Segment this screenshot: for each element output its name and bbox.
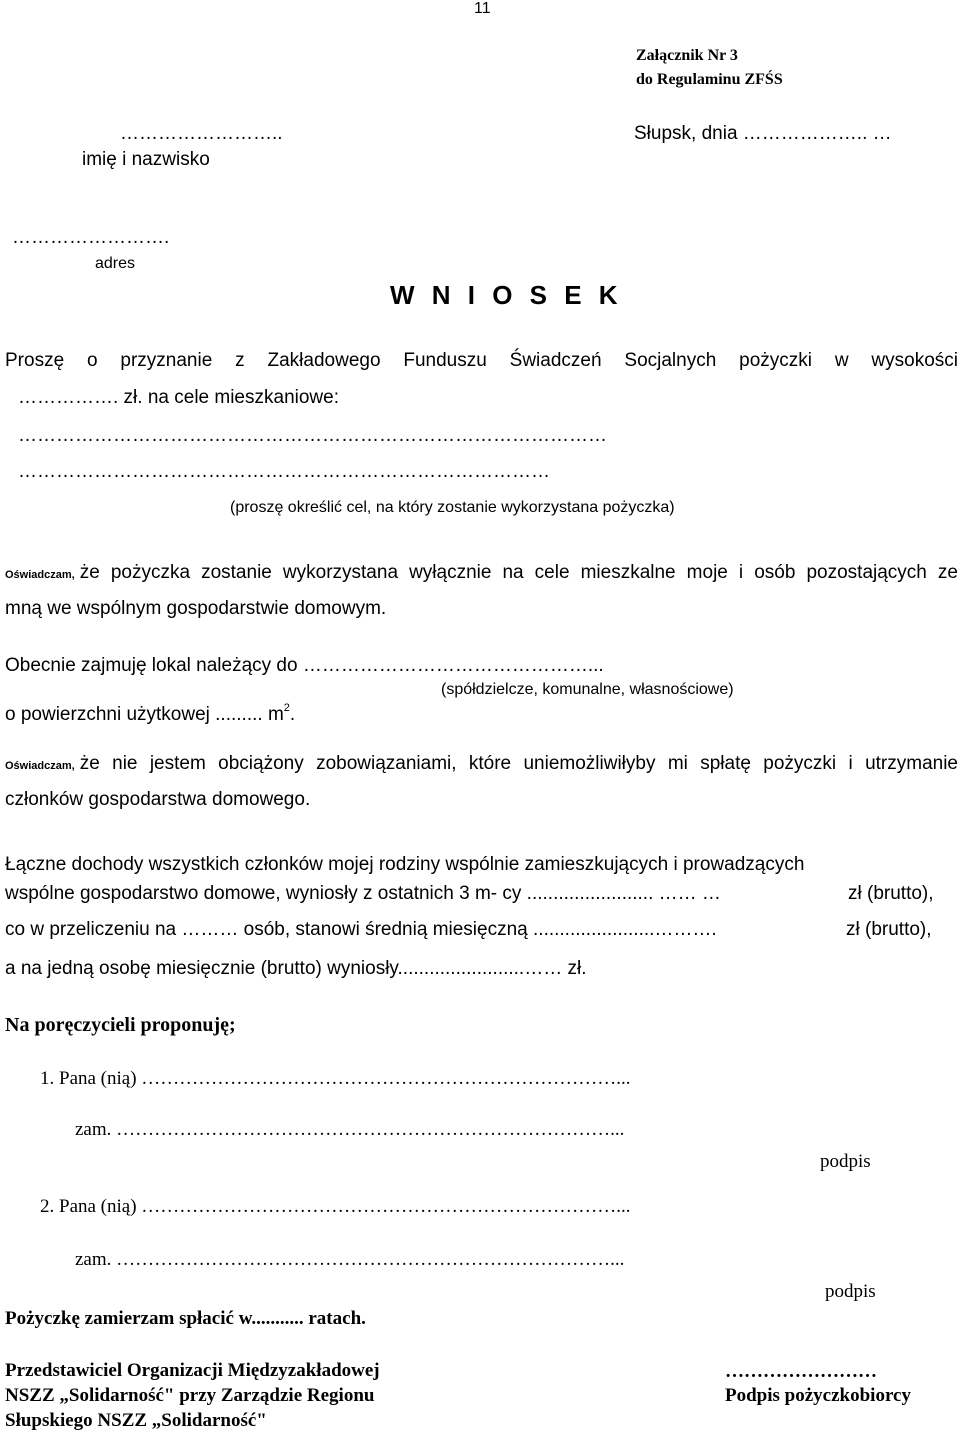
document-title: W N I O S E K (390, 280, 623, 310)
annex-label: Załącznik Nr 3 (636, 47, 738, 64)
income-average-unit: zł (brutto), (846, 919, 932, 940)
income-total-field[interactable]: wspólne gospodarstwo domowe, wyniosły z ostatnich 3 m- cy ........................ …… … (5, 883, 721, 904)
place-date-field[interactable]: Słupsk, dnia ……………….. … (634, 123, 892, 144)
guarantor-1-signature-label: podpis (820, 1151, 871, 1172)
guarantors-heading: Na poręczycieli proponuję; (5, 1014, 236, 1036)
premises-area-field[interactable]: o powierzchni użytkowej ......... $m^2$. (5, 702, 296, 725)
declaration-1-line-2: mną we wspólnym gospodarstwie domowym. (5, 598, 387, 619)
purpose-field-line-1[interactable]: ………………………………………………………………………………… (18, 425, 607, 446)
address-field[interactable]: ……………………. (12, 227, 170, 248)
borrower-signature-label: Podpis pożyczkobiorcy (725, 1385, 911, 1406)
declaration-2-line-2: członków gospodarstwa domowego. (5, 789, 311, 810)
declaration-1-lead: Oświadczam, (5, 569, 75, 581)
footer-organization-line-3: Słupskiego NSZZ „Solidarność" (5, 1410, 267, 1431)
repayment-field[interactable]: Pożyczkę zamierzam spłacić w........... ratach. (5, 1308, 366, 1329)
declaration-2-lead: Oświadczam, (5, 760, 75, 772)
declaration-1-text: że pożyczka zostanie wykorzystana wyłącznie na cele mieszkalne moje i osób pozostających ze (79, 562, 958, 583)
income-total-unit: zł (brutto), (848, 883, 934, 904)
guarantor-2-signature-label: podpis (825, 1281, 876, 1302)
income-line-1: Łączne dochody wszystkich członków mojej rodziny wspólnie zamieszkujących i prowadzących (5, 854, 805, 875)
guarantor-1-name-field[interactable]: 1. Pana (nią) …………………………………………………………………... (40, 1068, 631, 1089)
purpose-hint: (proszę określić cel, na który zostanie wykorzystana pożyczka) (230, 499, 675, 516)
declaration-2-text: że nie jestem obciążony zobowiązaniami, które uniemożliwiłyby mi spłatę pożyczki i utrzymanie (79, 753, 958, 774)
footer-organization-line-2: NSZZ „Solidarność" przy Zarządzie Regionu (5, 1385, 375, 1406)
declaration-1-line-1 (5, 563, 958, 582)
footer-organization-line-1: Przedstawiciel Organizacji Międzyzakładowej (5, 1360, 380, 1381)
guarantor-2-address-field[interactable]: zam. ……………………………………………………………………... (75, 1249, 625, 1270)
guarantor-1-address-field[interactable]: zam. ……………………………………………………………………... (75, 1119, 625, 1140)
income-average-field[interactable]: co w przeliczeniu na ……… osób, stanowi średnią miesięczną .......................………. (5, 919, 717, 940)
guarantor-2-name-field[interactable]: 2. Pana (nią) …………………………………………………………………... (40, 1196, 631, 1217)
borrower-signature-field[interactable]: …………………… (725, 1361, 877, 1382)
income-per-person-field[interactable]: a na jedną osobę miesięcznie (brutto) wyniosły........................…… zł. (5, 958, 587, 979)
declaration-2-line-1 (5, 754, 958, 773)
request-line-1: Proszę o przyznanie z Zakładowego Funduszu Świadczeń Socjalnych pożyczki w wysokości (5, 350, 958, 371)
page-number: 11 (474, 0, 491, 17)
name-field[interactable]: …………………….. (120, 123, 283, 144)
premises-hint: (spółdzielcze, komunalne, własnościowe) (441, 681, 734, 698)
premises-owner-field[interactable]: Obecnie zajmuję lokal należący do ………………………………………... (5, 655, 604, 676)
name-label: imię i nazwisko (82, 149, 210, 170)
loan-amount-field[interactable]: ……………. zł. na cele mieszkaniowe: (18, 387, 339, 408)
regulation-label: do Regulaminu ZFŚS (636, 71, 783, 88)
purpose-field-line-2[interactable]: ………………………………………………………………………… (18, 461, 550, 482)
address-label: adres (95, 255, 136, 272)
